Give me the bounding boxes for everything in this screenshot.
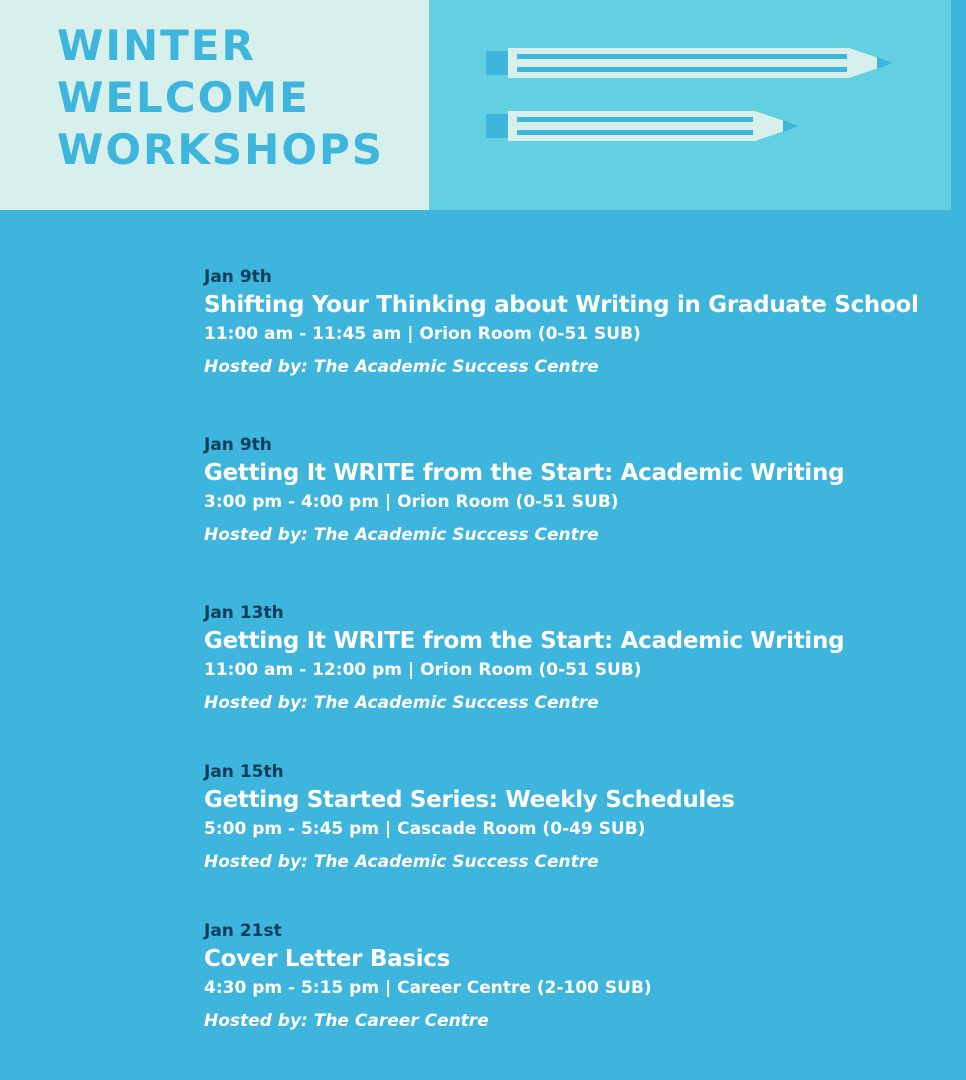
event-time-location: 5:00 pm - 5:45 pm | Cascade Room (0-49 SUB) — [204, 819, 646, 839]
event-time-location: 11:00 am - 11:45 am | Orion Room (0-51 SUB) — [204, 324, 641, 344]
event-title: Cover Letter Basics — [204, 946, 451, 972]
pencil-illustration-panel — [429, 0, 951, 210]
event-date: Jan 9th — [204, 267, 272, 287]
event-date: Jan 13th — [204, 603, 284, 623]
event-host: Hosted by: The Career Centre — [204, 1011, 489, 1031]
pencils-illustration — [429, 0, 951, 210]
header-edge-strip — [951, 0, 966, 210]
title-panel — [0, 0, 429, 210]
event-title: Shifting Your Thinking about Writing in Graduate School — [204, 292, 919, 318]
event-time-location: 4:30 pm - 5:15 pm | Career Centre (2-100 SUB) — [204, 978, 652, 998]
event-host: Hosted by: The Academic Success Centre — [204, 693, 599, 713]
page-title — [57, 20, 384, 176]
title-line-3: WORKSHOPS — [57, 125, 385, 174]
event-item — [204, 267, 964, 379]
event-date: Jan 21st — [204, 921, 282, 941]
pencil-icon — [486, 111, 799, 141]
event-host: Hosted by: The Academic Success Centre — [204, 852, 599, 872]
event-title: Getting It WRITE from the Start: Academic Writing — [204, 460, 845, 486]
event-item — [204, 435, 964, 547]
event-time-location: 11:00 am - 12:00 pm | Orion Room (0-51 SUB) — [204, 660, 642, 680]
event-date: Jan 9th — [204, 435, 272, 455]
event-host: Hosted by: The Academic Success Centre — [204, 525, 599, 545]
event-item — [204, 762, 964, 874]
header-banner — [0, 0, 951, 210]
event-time-location: 3:00 pm - 4:00 pm | Orion Room (0-51 SUB) — [204, 492, 619, 512]
event-item — [204, 921, 964, 1033]
event-host: Hosted by: The Academic Success Centre — [204, 357, 599, 377]
title-line-1: WINTER — [57, 21, 256, 70]
title-line-2: WELCOME — [57, 73, 310, 122]
event-title: Getting Started Series: Weekly Schedules — [204, 787, 735, 813]
event-date: Jan 15th — [204, 762, 284, 782]
pencil-icon — [486, 48, 893, 78]
event-title: Getting It WRITE from the Start: Academic Writing — [204, 628, 845, 654]
event-item — [204, 603, 964, 715]
